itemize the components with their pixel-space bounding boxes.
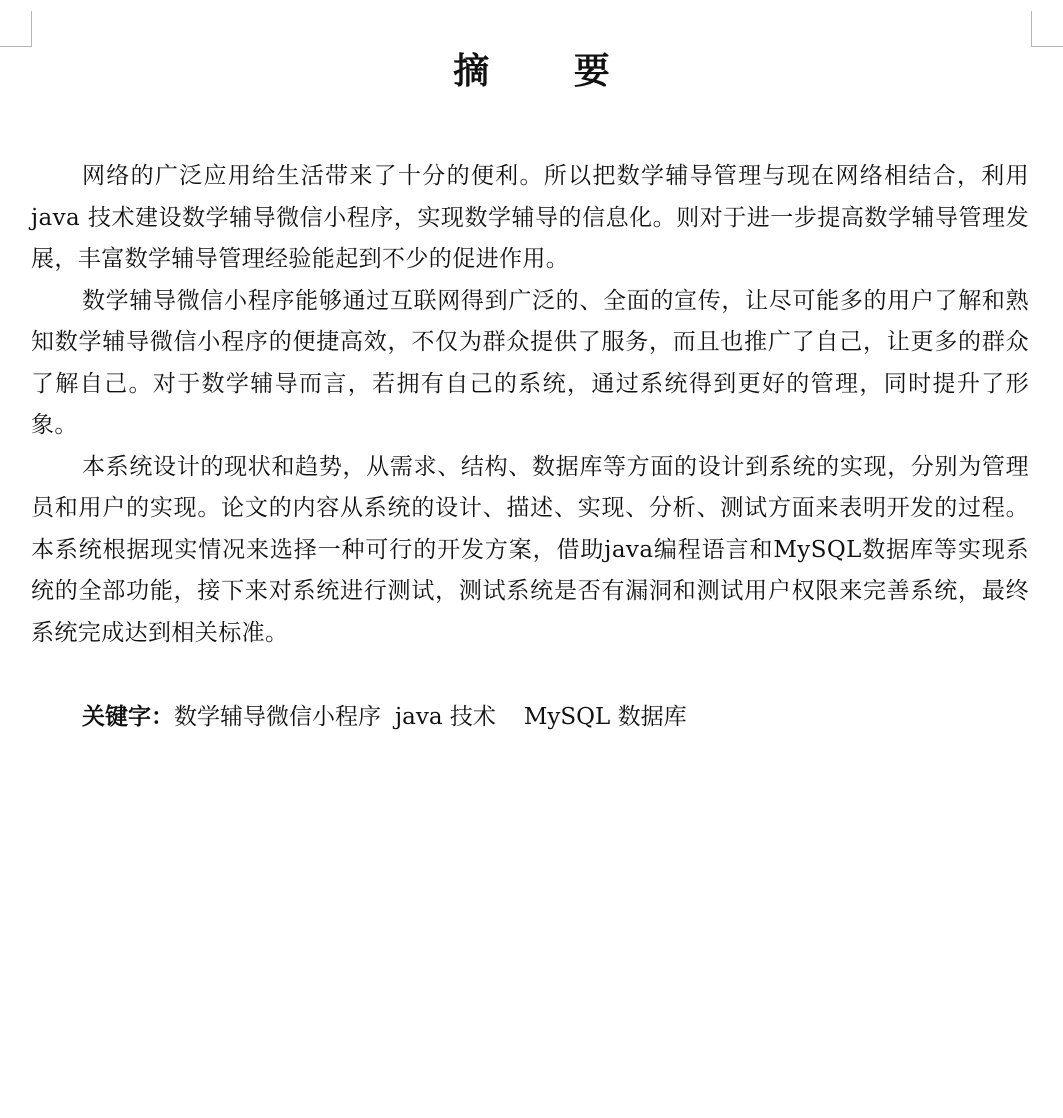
abstract-paragraph-1: 网络的广泛应用给生活带来了十分的便利。所以把数学辅导管理与现在网络相结合，利用 java 技术建设数学辅导微信小程序，实现数学辅导的信息化。则对于进一步提高数学辅导管理发展，丰富数学辅导管理经验能起到不少的促进作用。 bbox=[31, 163, 1029, 272]
page-corner-mark-top-left bbox=[0, 11, 32, 47]
abstract-paragraph-2: 数学辅导微信小程序能够通过互联网得到广泛的、全面的宣传，让尽可能多的用户了解和熟知数学辅导微信小程序的便捷高效，不仅为群众提供了服务，而且也推广了自己，让更多的群众了解自己。对于数学辅导而言，若拥有自己的系统，通过系统得到更好的管理，同时提升了形象。 bbox=[31, 287, 1029, 438]
keyword-item: MySQL 数据库 bbox=[523, 704, 687, 730]
keyword-item: java 技术 bbox=[395, 704, 496, 730]
abstract-body bbox=[31, 156, 1029, 654]
abstract-paragraph-3: 本系统设计的现状和趋势，从需求、结构、数据库等方面的设计到系统的实现，分别为管理员和用户的实现。论文的内容从系统的设计、描述、实现、分析、测试方面来表明开发的过程。本系统根据现实情况来选择一种可行的开发方案，借助java编程语言和MySQL数据库等实现系统的全部功能，接下来对系统进行测试，测试系统是否有漏洞和测试用户权限来完善系统，最终系统完成达到相关标准。 bbox=[31, 453, 1029, 646]
keywords-line bbox=[82, 697, 687, 737]
abstract-title: 摘 要 bbox=[453, 50, 646, 92]
page-corner-mark-top-right bbox=[1031, 11, 1063, 47]
keywords-label: 关键字： bbox=[82, 703, 174, 730]
keyword-item: 数学辅导微信小程序 bbox=[174, 704, 381, 730]
